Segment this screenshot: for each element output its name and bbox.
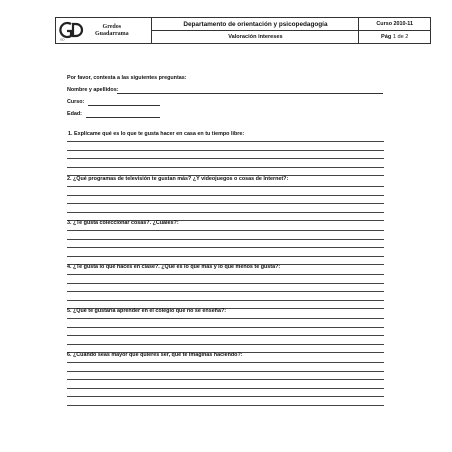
intro-text: Por favor, contesta a las siguientes preguntas: [67,75,187,81]
answer-line[interactable] [67,212,384,213]
course-label: Curso: [67,99,85,105]
page-word: Pág [380,34,392,40]
question-2: 2. ¿Qué programas de televisión te gustan más? ¿Y videojuegos o cosas de Internet?: [67,176,289,182]
answer-line[interactable] [67,141,384,142]
answer-line[interactable] [67,327,384,328]
answer-line[interactable] [67,203,384,204]
department-cell [152,18,359,43]
answer-line[interactable] [67,274,384,275]
answer-line[interactable] [67,186,384,187]
answer-line[interactable] [67,405,384,406]
answer-line[interactable] [67,247,384,248]
school-name-line2: Guadarrama [95,30,129,37]
school-logo [59,21,85,41]
course-year: Curso 2010-11 [376,21,413,27]
answer-line[interactable] [67,300,384,301]
answer-line[interactable] [67,291,384,292]
department-title: Departamento de orientación y psicopedagogía [183,20,328,28]
answer-line[interactable] [67,283,384,284]
question-3: 3. ¿Te gusta coleccionar cosas?. ¿Cuáles?: [67,220,179,226]
question-4: 4. ¿Te gusta lo qué haces en clase?. ¿Qué es lo que más y lo que menos te gusta?: [67,264,281,270]
answer-line[interactable] [67,335,384,336]
svg-text:GD: GD [60,37,65,41]
document-subtitle: Valoración intereses [228,34,283,40]
answer-line[interactable] [67,239,384,240]
answer-line[interactable] [67,379,384,380]
school-name [95,24,129,38]
logo-cell [56,18,152,43]
page-number: 1 de 2 [392,34,409,40]
course-field[interactable] [88,105,160,106]
page-indicator [381,34,408,40]
school-name-line1: Gredos [102,23,122,30]
answer-line[interactable] [67,195,384,196]
answer-line[interactable] [67,344,384,345]
answer-line[interactable] [67,362,384,363]
answer-line[interactable] [67,167,384,168]
answer-line[interactable] [67,150,384,151]
age-field[interactable] [86,117,160,118]
question-5: 5. ¿Qué te gustaría aprender en el colegio que no se enseña?: [67,308,227,314]
answer-line[interactable] [67,388,384,389]
answer-line[interactable] [67,396,384,397]
name-label: Nombre y apellidos: [67,87,119,93]
question-1: 1. Explícame qué es lo que te gusta hacer en casa en tu tiempo libre: [68,131,245,137]
age-label: Edad: [67,111,82,117]
answer-line[interactable] [67,318,384,319]
answer-line[interactable] [67,158,384,159]
answer-line[interactable] [67,230,384,231]
answer-line[interactable] [67,256,384,257]
header-table [55,17,431,44]
answer-line[interactable] [67,371,384,372]
question-6: 6. ¿Cuándo seas mayor que quieres ser, qué te imaginas haciendo?: [67,352,243,358]
course-cell [359,18,430,43]
name-field[interactable] [117,93,383,94]
